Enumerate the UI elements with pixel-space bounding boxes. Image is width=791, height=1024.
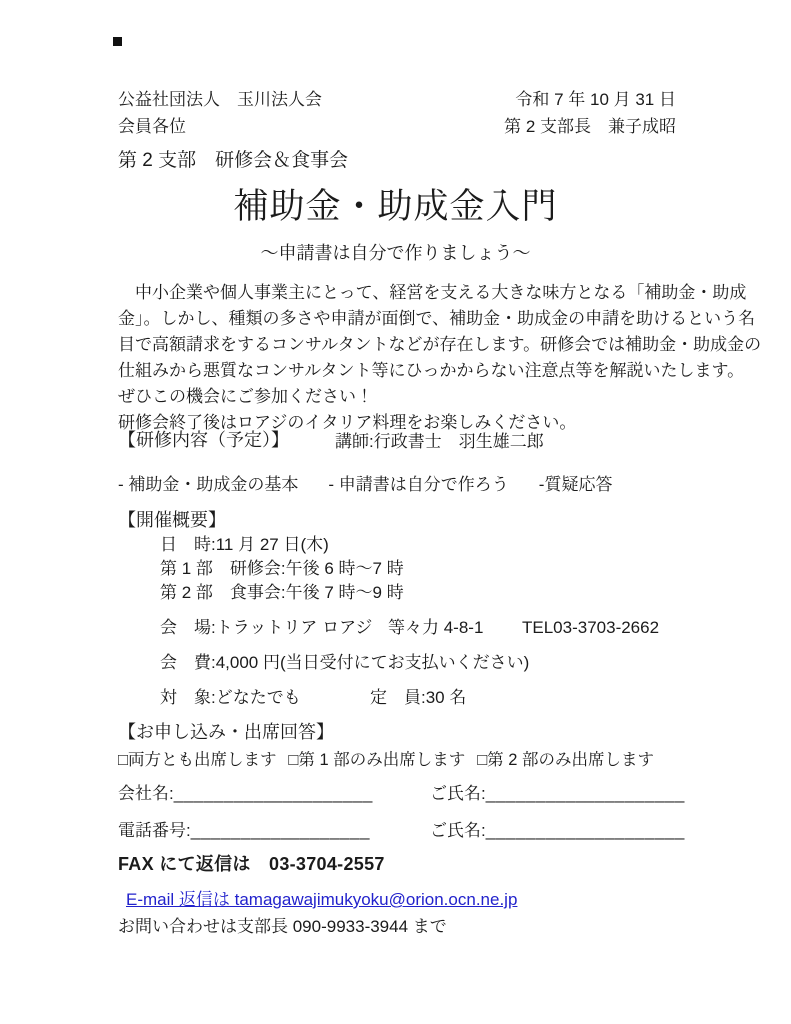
- venue-name: 会 場:トラットリア ロアジ: [160, 618, 373, 637]
- issue-date: 令和 7 年 10 月 31 日: [515, 90, 676, 109]
- attendance-options-row: [118, 746, 654, 770]
- name-field-line: ____________________: [485, 821, 685, 840]
- capacity-line: 定 員:30 名: [370, 688, 467, 707]
- attendance-option-part2: □第 2 部のみ出席します: [477, 751, 654, 769]
- venue-tel: TEL03-3703-2662: [522, 618, 660, 637]
- target-line: 対 象:どなたでも: [160, 688, 301, 707]
- topic-item: - 補助金・助成金の基本: [118, 475, 299, 494]
- intro-line: 中小企業や個人事業主にとって、経営を支える大きな味方となる「補助金・助成: [118, 283, 747, 302]
- email-reply-link[interactable]: E-mail 返信は tamagawajimukyoku@orion.ocn.ne.jp: [126, 890, 518, 909]
- overview-heading: 【開催概要】: [118, 510, 226, 530]
- intro-paragraph: [118, 280, 762, 436]
- company-field-line: ____________________: [173, 784, 373, 803]
- overview-part1: 第 1 部 研修会:午後 6 時～7 時: [160, 559, 404, 578]
- intro-line: 研修会終了後はロアジのイタリア料理をお楽しみください。: [118, 413, 577, 432]
- intro-line: ぜひこの機会にご参加ください！: [118, 387, 373, 406]
- attendance-option-part1: □第 1 部のみ出席します: [288, 751, 466, 769]
- application-heading: 【お申し込み・出席回答】: [118, 722, 334, 742]
- name-field-label: ご氏名:: [430, 784, 486, 803]
- intro-line: 金」。しかし、種類の多さや申請が面倒で、補助金・助成金の申請を助けるという名: [118, 309, 756, 328]
- phone-field-label: 電話番号:: [118, 821, 191, 840]
- phone-field-line: __________________: [190, 821, 370, 840]
- lecturer-line: 講師:行政書士 羽生雄二郎: [335, 432, 544, 451]
- document-subtitle: ～申請書は自分で作りましょう～: [260, 243, 531, 263]
- intro-line: 目で高額請求をするコンサルタントなどが存在します。研修会では補助金・助成金の: [118, 335, 762, 354]
- fax-reply-line: FAX にて返信は 03-3704-2557: [118, 854, 385, 874]
- recipient-line: 会員各位: [118, 117, 186, 136]
- event-label: 第 2 支部 研修会＆食事会: [118, 150, 349, 171]
- name-field-label: ご氏名:: [430, 821, 486, 840]
- inquiry-line: お問い合わせは支部長 090-9933-3944 まで: [118, 917, 447, 936]
- venue-address: 等々力 4-8-1: [388, 618, 484, 637]
- attendance-option-both: □両方とも出席します: [118, 751, 277, 769]
- intro-line: 仕組みから悪質なコンサルタント等にひっかからない注意点等を解説いたします。: [118, 361, 745, 380]
- org-name: 公益社団法人 玉川法人会: [118, 90, 322, 109]
- company-field-label: 会社名:: [118, 784, 174, 803]
- overview-part2: 第 2 部 食事会:午後 7 時～9 時: [160, 583, 404, 602]
- signer-name: 第 2 支部長 兼子成昭: [504, 117, 676, 136]
- name-field-line: ____________________: [485, 784, 685, 803]
- document-title: 補助金・助成金入門: [233, 187, 558, 226]
- seminar-content-heading: 【研修内容（予定）】: [118, 430, 289, 450]
- topics-row: [118, 470, 612, 495]
- scan-artifact-square: [113, 37, 122, 46]
- topic-item: - 申請書は自分で作ろう: [328, 475, 509, 494]
- overview-datetime: 日 時:11 月 27 日(木): [160, 535, 329, 554]
- topic-item: -質疑応答: [538, 475, 613, 494]
- fee-line: 会 費:4,000 円(当日受付にてお支払いください): [160, 653, 530, 672]
